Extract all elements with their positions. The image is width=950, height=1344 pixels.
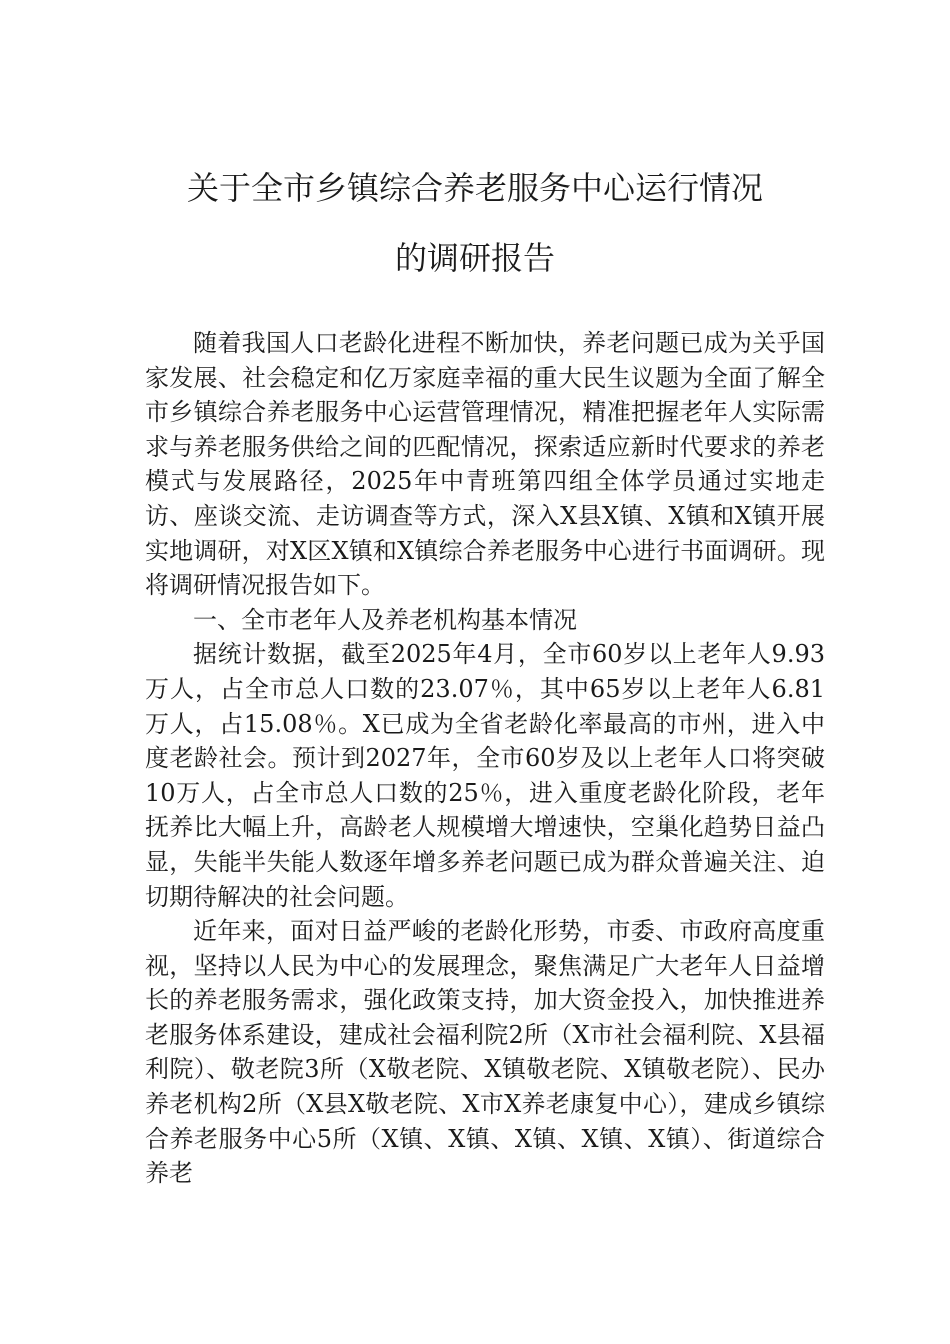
document-title-line-2: 的调研报告	[394, 239, 555, 277]
document-body	[145, 326, 825, 1191]
section-heading: 一、全市老年人及养老机构基本情况	[193, 605, 577, 634]
policy-paragraph: 近年来，面对日益严峻的老龄化形势，市委、市政府高度重视，坚持以人民为中心的发展理念，聚焦满足广大老年人日益增长的养老服务需求，强化政策支持，加大资金投入，加快推进养老服务体系建设，建成社会福利院2所（X市社会福利院、X县福利院）、敬老院3所（X敬老院、X镇敬老院、X镇敬老院）、民办养老机构2所（X县X敬老院、X市X养老康复中心），建成乡镇综合养老服务中心5所（X镇、X镇、X镇、X镇、X镇）、街道综合养老	[145, 917, 825, 1188]
intro-paragraph: 随着我国人口老龄化进程不断加快，养老问题已成为关乎国家发展、社会稳定和亿万家庭幸福的重大民生议题为全面了解全市乡镇综合养老服务中心运营管理情况，精准把握老年人实际需求与养老服务供给之间的匹配情况，探索适应新时代要求的养老模式与发展路径，2025年中青班第四组全体学员通过实地走访、座谈交流、走访调查等方式，深入X县X镇、X镇和X镇开展实地调研，对X区X镇和X镇综合养老服务中心进行书面调研。现将调研情况报告如下。	[145, 329, 825, 600]
document-title-line-1: 关于全市乡镇综合养老服务中心运行情况	[186, 169, 763, 207]
statistics-paragraph: 据统计数据，截至2025年4月，全市60岁以上老年人9.93万人，占全市总人口数的23.07％，其中65岁以上老年人6.81万人，占15.08％。X已成为全省老龄化率最高的市州，进入中度老龄社会。预计到2027年，全市60岁及以上老年人口将突破10万人，占全市总人口数的25％，进入重度老龄化阶段，老年抚养比大幅上升，高龄老人规模增大增速快，空巢化趋势日益凸显，失能半失能人数逐年增多养老问题已成为群众普遍关注、迫切期待解决的社会问题。	[145, 640, 825, 911]
